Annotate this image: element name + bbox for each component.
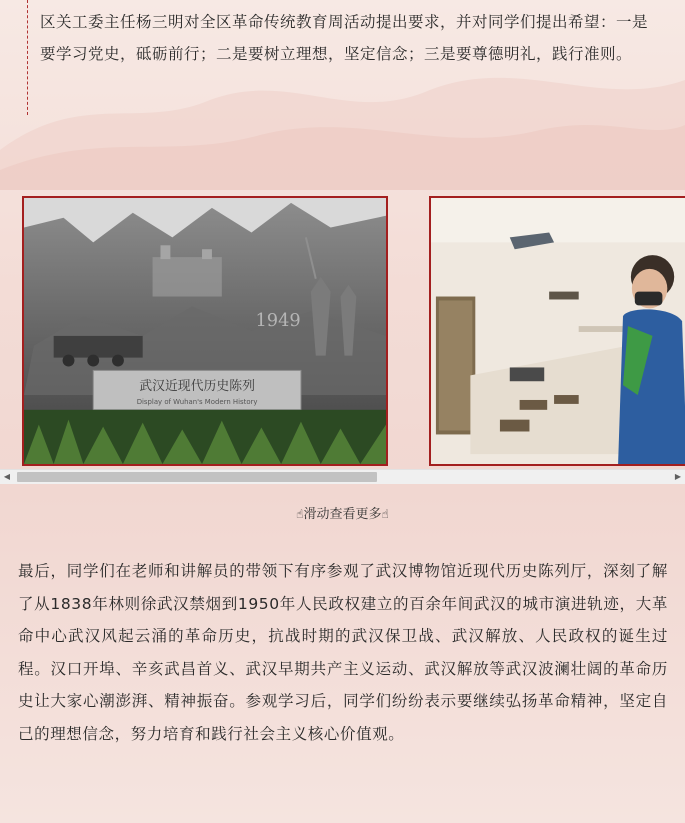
decorative-dash-line	[27, 0, 28, 115]
exhibit-sign-subtitle: Display of Wuhan's Modern History	[136, 397, 258, 406]
relief-wall-image	[24, 198, 386, 464]
pointing-hand-left-icon: ☝	[296, 507, 304, 521]
photo-carousel[interactable]	[0, 193, 685, 485]
top-paragraph: 区关工委主任杨三明对全区革命传统教育周活动提出要求，并对同学们提出希望：一是要学习党史，砥砺前行；二是要树立理想，坚定信念；三是要尊德明礼，践行准则。	[40, 13, 649, 63]
photo-exhibit-case	[429, 196, 685, 466]
photo-museum-relief	[22, 196, 388, 466]
exhibit-case-image	[431, 198, 685, 464]
horizontal-scrollbar[interactable]	[0, 469, 685, 484]
exhibit-sign-title: 武汉近现代历史陈列	[139, 379, 255, 395]
relief-year-text: 1949	[255, 311, 301, 332]
scrollbar-thumb[interactable]	[17, 472, 377, 482]
main-paragraph: 最后，同学们在老师和讲解员的带领下有序参观了武汉博物馆近现代历史陈列厅，深刻了解了从1838年林则徐武汉禁烟到1950年人民政权建立的百余年间武汉的城市演进轨迹，大革命中心武汉风起云涌的革命历史，抗战时期的武汉保卫战、武汉解放、人民政权的诞生过程。汉口开埠、辛亥武昌首义、武汉早期共产主义运动、武汉解放等武汉波澜壮阔的革命历史让大家心潮澎湃、精神振奋。参观学习后，同学们纷纷表示要继续弘扬革命精神，坚定自己的理想信念，努力培育和践行社会主义核心价值观。	[18, 562, 668, 743]
swipe-hint-text: 滑动查看更多	[303, 507, 382, 522]
pointing-hand-right-icon: ☝	[381, 507, 389, 521]
swipe-hint	[0, 503, 685, 522]
scroll-right-arrow-icon[interactable]: ▶	[674, 472, 682, 481]
scroll-left-arrow-icon[interactable]: ◀	[3, 472, 11, 481]
